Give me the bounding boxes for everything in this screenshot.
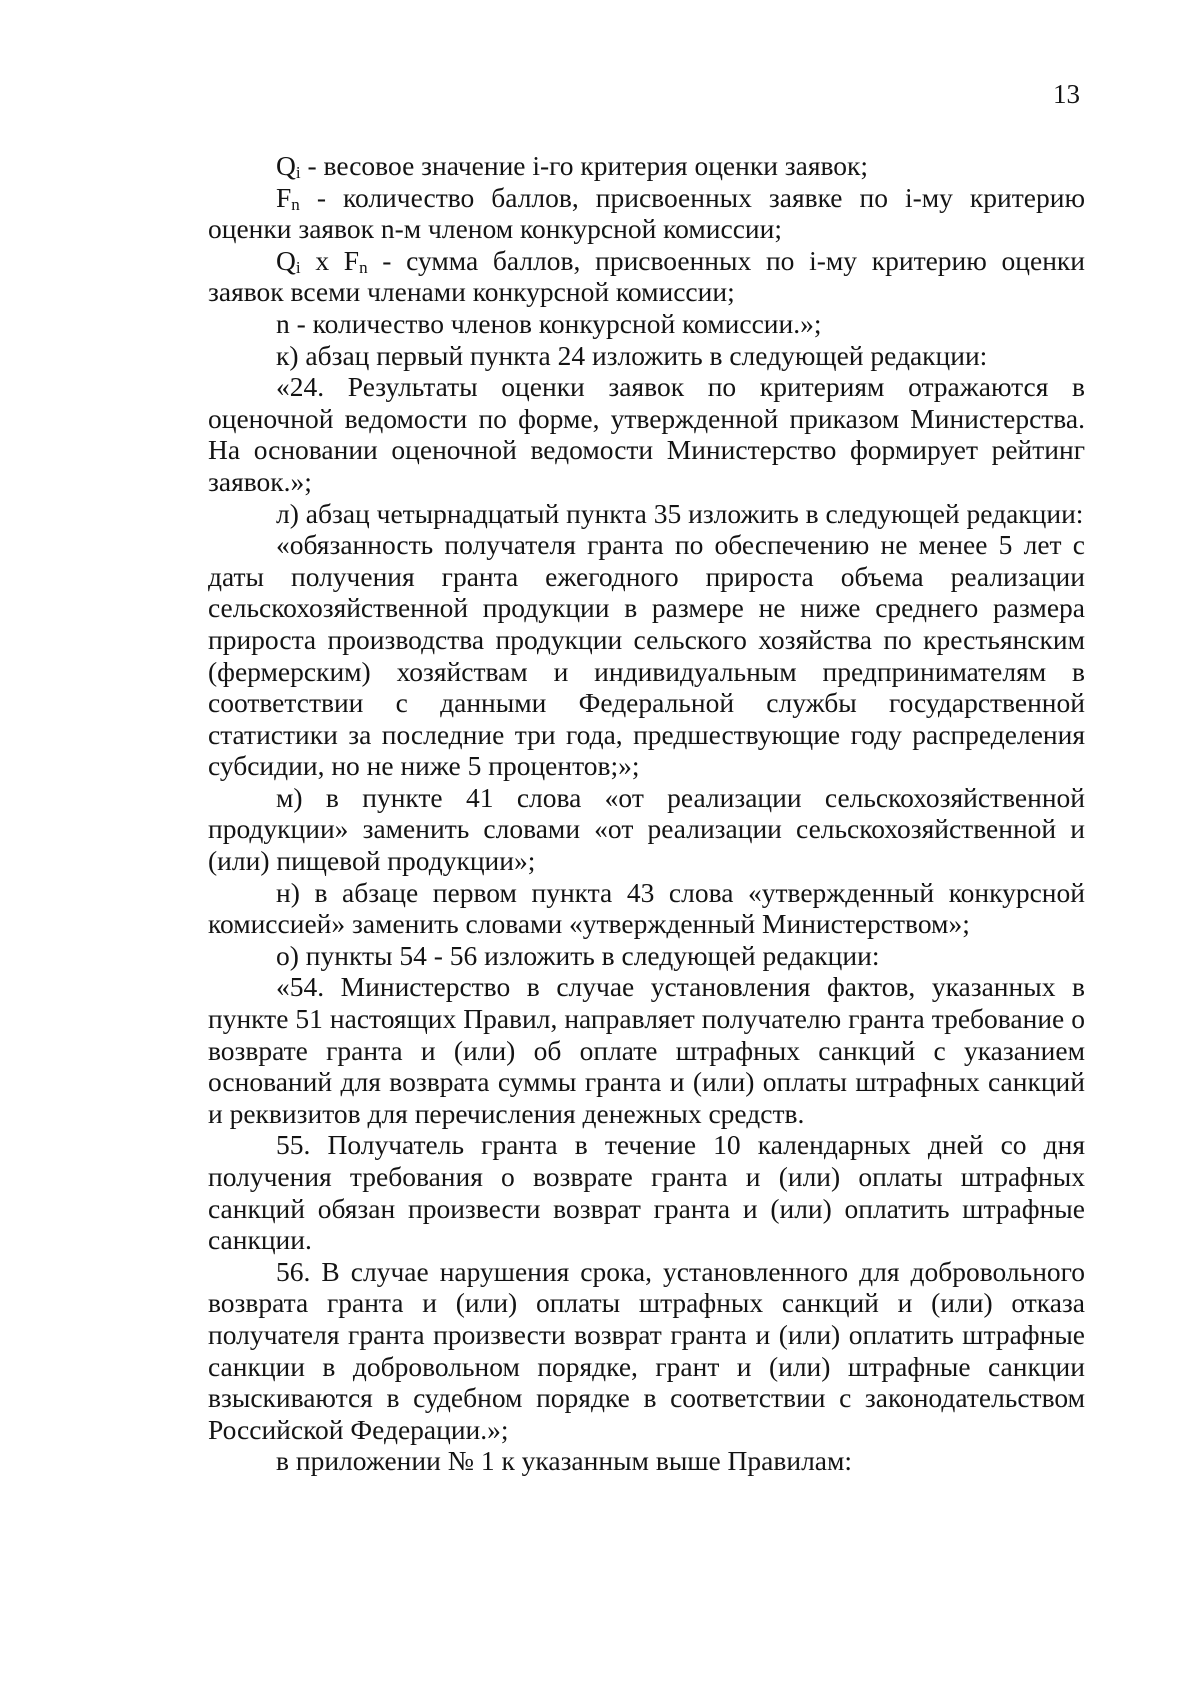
document-body bbox=[208, 150, 1085, 1477]
paragraph-item-l: л) абзац четырнадцатый пункта 35 изложить в следующей редакции: bbox=[276, 497, 1084, 529]
paragraph-q-definition bbox=[208, 150, 1085, 182]
paragraph-text: - количество баллов, присвоенных заявке по i-му критерию оценки заявок n-м членом конкурсной комиссии; bbox=[208, 181, 1085, 245]
paragraph-item-n: н) в абзаце первом пункта 43 слова «утвержденный конкурсной комиссией» заменить словами «утвержденный Министерством»; bbox=[208, 876, 1085, 940]
paragraph-item-m: м) в пункте 41 слова «от реализации сельскохозяйственной продукции» заменить словами «от реализации сельскохозяйственной и (или) пищевой продукции»; bbox=[208, 781, 1085, 877]
paragraph-appendix-1: в приложении № 1 к указанным выше Правилам: bbox=[276, 1445, 853, 1477]
operator-x: x bbox=[300, 244, 344, 276]
symbol-q: Q bbox=[276, 150, 296, 181]
paragraph-f-definition bbox=[208, 182, 1085, 245]
paragraph-point-24: «24. Результаты оценки заявок по критериям отражаются в оценочной ведомости по форме, утвержденной приказом Министерства. На основании оценочной ведомости Министерство формирует рейтинг заявок.»; bbox=[208, 371, 1085, 497]
paragraph-point-56: 56. В случае нарушения срока, установленного для добровольного возврата гранта и (или) оплаты штрафных санкций и (или) отказа получателя гранта произвести возврат гранта и (или) оплатить штрафные санкции в добровольном порядке, грант и (или) штрафные санкции взыскиваются в судебном порядке в соответствии с законодательством Российской Федерации.»; bbox=[208, 1255, 1085, 1445]
paragraph-text: - сумма баллов, присвоенных по i-му критерию оценки заявок всеми членами конкурсной комиссии; bbox=[208, 244, 1085, 308]
paragraph-point-55: 55. Получатель гранта в течение 10 календарных дней со дня получения требования о возврате гранта и (или) оплаты штрафных санкций обязан произвести возврат гранта и (или) оплатить штрафные санкции. bbox=[208, 1129, 1085, 1256]
symbol-f: F bbox=[276, 181, 292, 213]
symbol-q: Q bbox=[276, 244, 296, 276]
symbol-f: F bbox=[343, 244, 360, 276]
subscript-n: n bbox=[291, 194, 300, 214]
subscript-i: i bbox=[295, 257, 301, 277]
paragraph-qf-definition bbox=[208, 245, 1085, 308]
paragraph-point-54: «54. Министерство в случае установления фактов, указанных в пункте 51 настоящих Правил, направляет получателю гранта требование о возврате гранта и (или) об оплате штрафных санкций с указанием оснований для возврата суммы гранта и (или) оплаты штрафных санкций и реквизитов для перечисления денежных средств. bbox=[208, 971, 1085, 1129]
paragraph-item-k: к) абзац первый пункта 24 изложить в следующей редакции: bbox=[276, 339, 988, 371]
paragraph-obligation: «обязанность получателя гранта по обеспечению не менее 5 лет с даты получения гранта ежегодного прироста объема реализации сельскохозяйственной продукции в размере не ниже среднего размера прироста производства продукции сельского хозяйства по крестьянским (фермерским) хозяйствам и индивидуальным предпринимателям в соответствии с данными Федеральной службы государственной статистики за последние три года, предшествующие году распределения субсидии, но не ниже 5 процентов;»; bbox=[208, 529, 1085, 782]
paragraph-n-definition: n - количество членов конкурсной комиссии.»; bbox=[276, 307, 822, 339]
subscript-i: i bbox=[295, 163, 301, 183]
paragraph-item-o: о) пункты 54 - 56 изложить в следующей редакции: bbox=[276, 939, 880, 971]
paragraph-text: - весовое значение i-го критерия оценки заявок; bbox=[300, 150, 869, 181]
page-number: 13 bbox=[1053, 79, 1080, 109]
subscript-n: n bbox=[359, 257, 368, 277]
